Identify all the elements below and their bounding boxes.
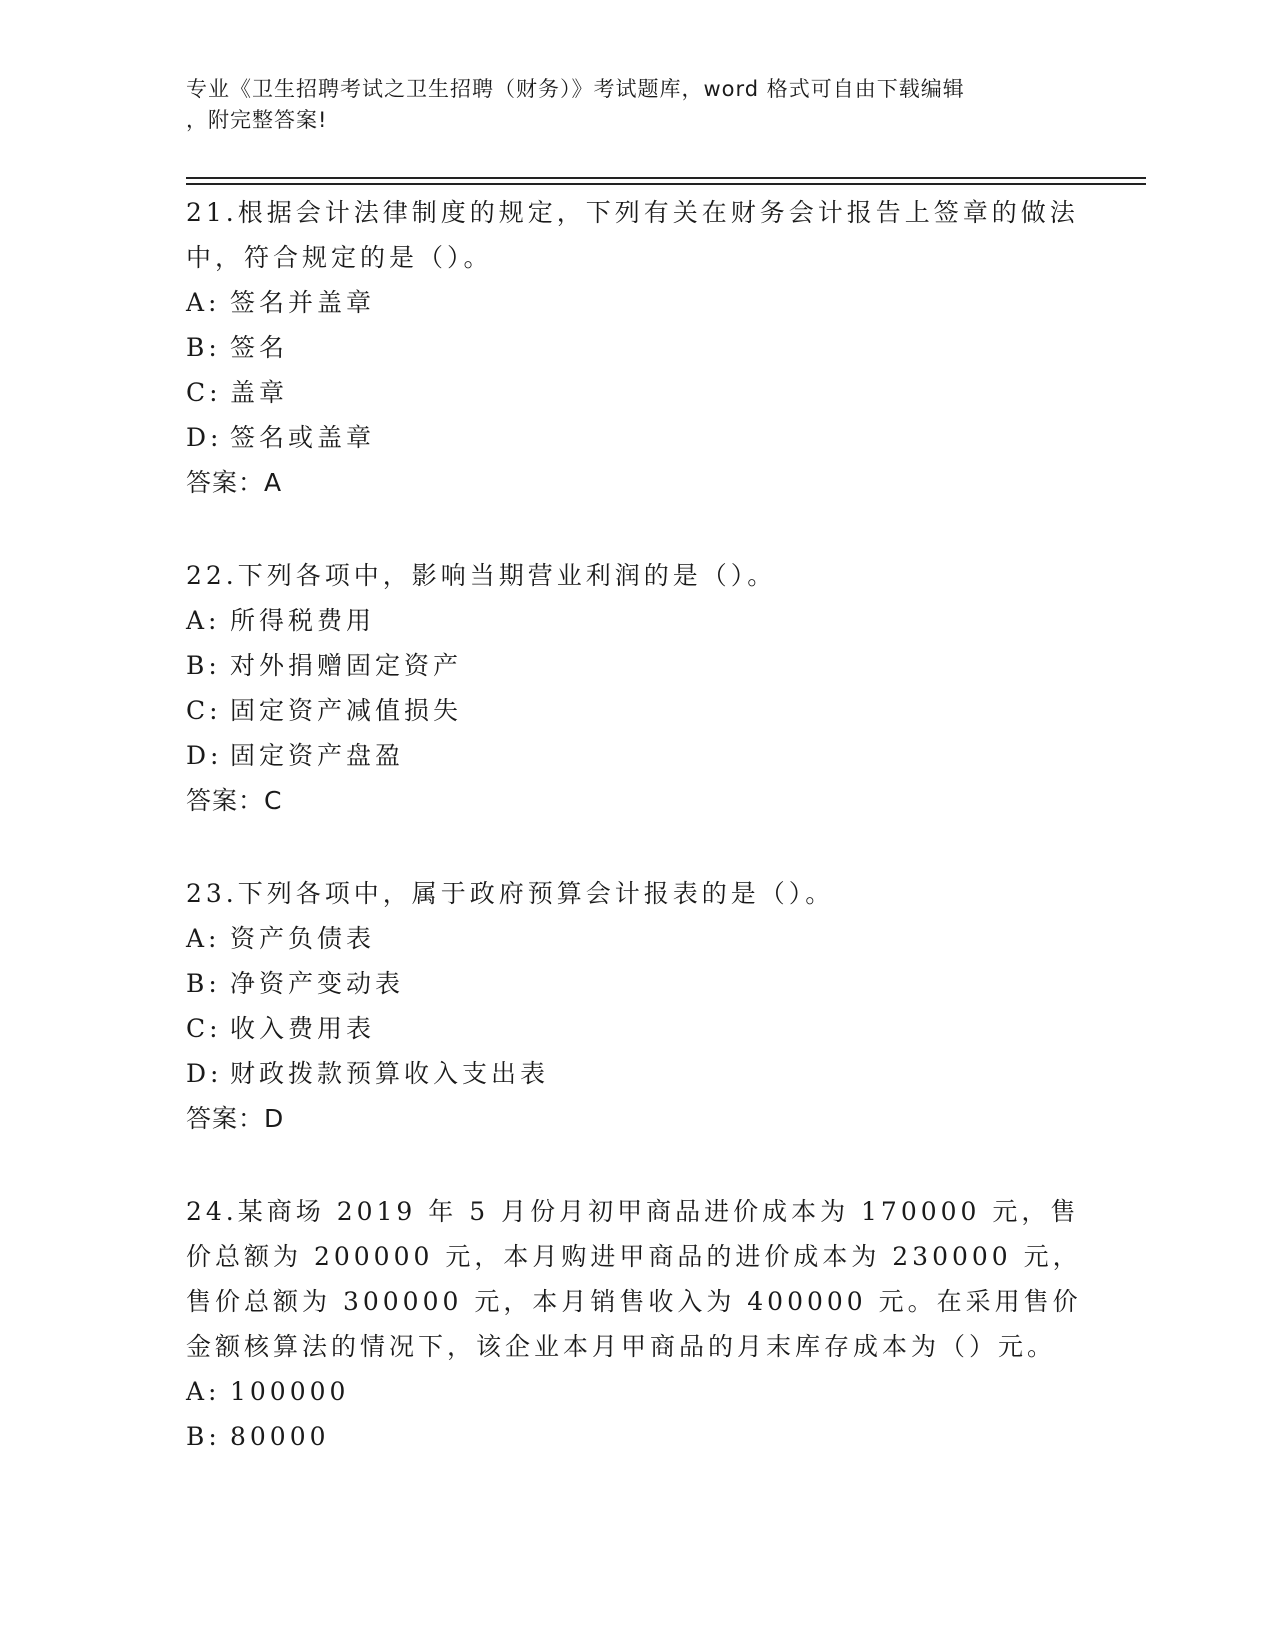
option-b — [186, 643, 1086, 688]
header-divider-bottom — [186, 183, 1146, 185]
option-b — [186, 1414, 1086, 1459]
option-text: 所得税费用 — [230, 606, 376, 635]
question-22 — [186, 553, 1086, 823]
option-text: 100000 — [230, 1377, 350, 1406]
option-key: C: — [186, 696, 222, 725]
option-d — [186, 1051, 1086, 1096]
option-key: B: — [186, 1422, 221, 1451]
option-key: C: — [186, 1014, 222, 1043]
option-key: A: — [186, 924, 221, 953]
option-d — [186, 415, 1086, 460]
answer-line: 答案：C — [186, 786, 283, 815]
option-key: D: — [186, 1059, 223, 1088]
header-divider-top — [186, 177, 1146, 179]
header-line-2: ，附完整答案! — [186, 108, 328, 132]
question-23 — [186, 871, 1086, 1141]
option-text: 资产负债表 — [230, 924, 376, 953]
option-key: D: — [186, 423, 223, 452]
option-d — [186, 733, 1086, 778]
option-text: 固定资产减值损失 — [230, 696, 463, 725]
option-text: 固定资产盘盈 — [230, 741, 405, 770]
option-text: 净资产变动表 — [230, 969, 405, 998]
option-text: 签名 — [230, 333, 289, 362]
option-text: 80000 — [230, 1422, 330, 1451]
option-text: 盖章 — [230, 378, 289, 407]
option-text: 对外捐赠固定资产 — [230, 651, 463, 680]
answer-line: 答案：D — [186, 1104, 285, 1133]
question-24 — [186, 1189, 1086, 1459]
question-21 — [186, 190, 1086, 505]
question-stem: 23.下列各项中，属于政府预算会计报表的是（）。 — [186, 879, 835, 908]
option-c — [186, 688, 1086, 733]
option-a — [186, 916, 1086, 961]
option-text: 财政拨款预算收入支出表 — [230, 1059, 550, 1088]
option-a — [186, 1369, 1086, 1414]
option-key: B: — [186, 651, 221, 680]
question-list — [186, 190, 1086, 1507]
option-b — [186, 325, 1086, 370]
option-key: A: — [186, 606, 221, 635]
question-stem: 21.根据会计法律制度的规定，下列有关在财务会计报告上签章的做法中，符合规定的是（）。 — [186, 198, 1079, 272]
question-stem: 22.下列各项中，影响当期营业利润的是（）。 — [186, 561, 777, 590]
option-c — [186, 370, 1086, 415]
answer-line: 答案：A — [186, 468, 283, 497]
option-key: A: — [186, 288, 221, 317]
option-a — [186, 280, 1086, 325]
option-key: C: — [186, 378, 222, 407]
option-key: B: — [186, 969, 221, 998]
option-c — [186, 1006, 1086, 1051]
option-key: D: — [186, 741, 223, 770]
question-stem: 24.某商场 2019 年 5 月份月初甲商品进价成本为 170000 元，售价总额为 200000 元，本月购进甲商品的进价成本为 230000 元，售价总额为 300000 元，本月销售收入为 400000 元。在采用售价金额核算法的情况下，该企业本月甲商品的月末库存成本为（）元。 — [186, 1197, 1082, 1361]
header-line-1: 专业《卫生招聘考试之卫生招聘（财务）》考试题库，word 格式可自由下载编辑 — [186, 77, 965, 101]
option-text: 签名或盖章 — [230, 423, 376, 452]
option-key: A: — [186, 1377, 221, 1406]
option-a — [186, 598, 1086, 643]
option-text: 收入费用表 — [230, 1014, 376, 1043]
option-key: B: — [186, 333, 221, 362]
document-header — [186, 74, 1086, 136]
option-b — [186, 961, 1086, 1006]
option-text: 签名并盖章 — [230, 288, 376, 317]
